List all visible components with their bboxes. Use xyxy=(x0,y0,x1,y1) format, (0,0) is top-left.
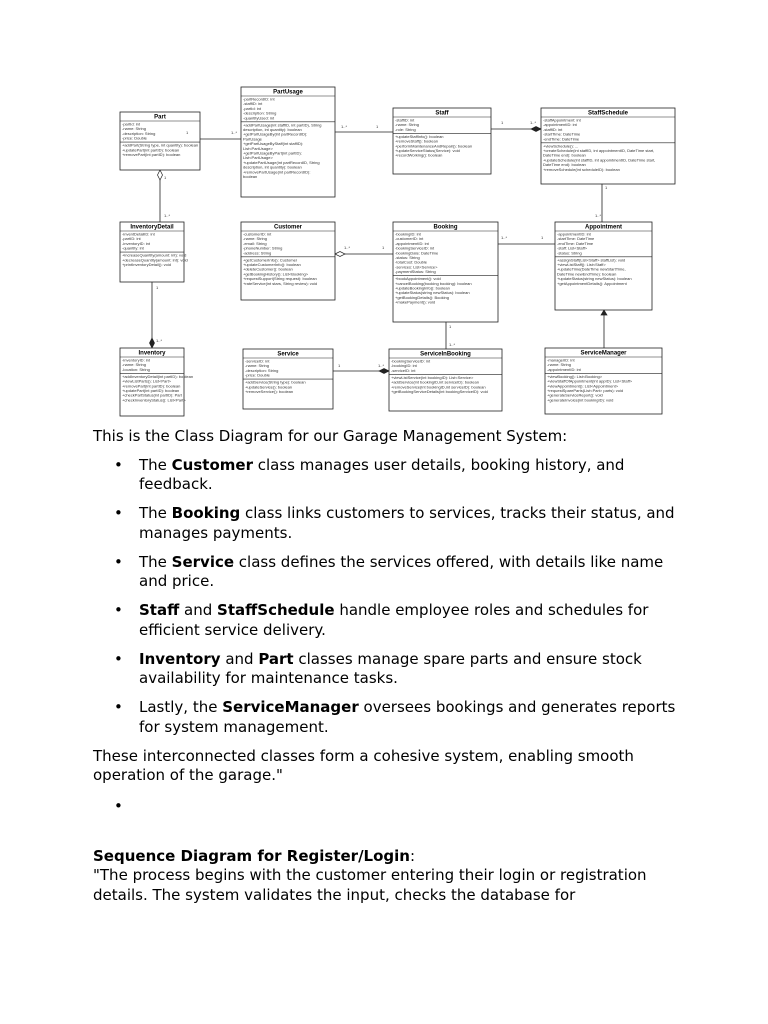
closing-paragraph: These interconnected classes form a cohesive system, enabling smooth operation of the garage." xyxy=(93,746,634,784)
uml-class-name: Staff xyxy=(435,110,449,117)
uml-operation: List<PartUsage> xyxy=(243,155,273,161)
uml-operation: +viewAppointment(): List<Appointment> xyxy=(547,383,619,389)
uml-class-appointment xyxy=(555,222,652,310)
intro-paragraph: This is the Class Diagram for our Garage Management System: xyxy=(93,427,568,445)
uml-attribute: -bookingID: int xyxy=(395,231,421,237)
uml-operation: +removePart(int partID): boolean xyxy=(122,383,181,389)
uml-attribute: -staffID: int xyxy=(395,117,415,123)
uml-attribute: -description: String xyxy=(122,130,156,136)
uml-attribute: -inventoryID: int xyxy=(122,240,151,246)
uml-attribute: -appointmentID: int xyxy=(543,122,577,128)
uml-multiplicity: 1..* xyxy=(530,120,537,125)
list-item-staff: • Staff and StaffSchedule handle employee roles and schedules for efficient service delivery. xyxy=(139,601,693,640)
uml-attribute: -serviceID: int xyxy=(391,367,416,373)
uml-attribute: -bookingServiceID: int xyxy=(391,358,431,364)
uml-operation: +addService(int bookingID,int serviceID): boolean xyxy=(391,379,479,385)
uml-attribute: -startTime: DateTime xyxy=(557,236,595,242)
uml-attribute: -appointmentID: int xyxy=(395,240,429,246)
uml-operation: +printInventoryDetail(): void xyxy=(122,262,172,267)
uml-operation: +generateServiceReport(): void xyxy=(547,392,603,398)
uml-operation: +viewBooking(): List<Booking> xyxy=(547,373,603,379)
uml-class-name: Booking xyxy=(433,224,458,231)
uml-operation: +updatePartUsage(int partRecordID, String xyxy=(243,159,320,165)
uml-operation: +getBookingServiceDetails(int bookingServiceID): void xyxy=(391,389,488,394)
uml-class-name: InventoryDetail xyxy=(130,224,174,231)
uml-attribute: -role: String xyxy=(395,126,416,132)
uml-operation: +addPartUsage(int staffID, int partID), String xyxy=(243,122,322,128)
uml-operation: +removeService(int bookingID,int serviceID): boolean xyxy=(391,384,486,390)
uml-attribute: -serviceID: int xyxy=(245,358,270,364)
list-item-customer: • The Customer class manages user details, booking history, and feedback. xyxy=(139,456,693,495)
uml-attribute: -quantity: int xyxy=(122,245,144,251)
list-item-service: • The Service class defines the services offered, with details like name and price. xyxy=(139,553,693,592)
uml-attribute: -staffID: int xyxy=(243,101,263,107)
uml-operation: +viewListService(int bookingID): List<Service> xyxy=(391,374,474,380)
sequence-heading: Sequence Diagram for Register/Login: xyxy=(93,846,416,865)
uml-operation: +updatePart(int partID): boolean xyxy=(122,147,180,153)
uml-operation: +assignStaff(List<Staff> staffList): void xyxy=(557,257,626,263)
uml-class-staff xyxy=(393,108,491,174)
uml-class-name: Part xyxy=(154,114,166,121)
uml-multiplicity: 1 xyxy=(338,363,341,368)
uml-class-staffschedule xyxy=(541,108,675,184)
uml-attribute: -endTime: DateTime xyxy=(543,136,580,142)
list-item-inventory: • Inventory and Part classes manage spare parts and ensure stock availability for maintenance tasks. xyxy=(139,650,693,689)
uml-operation: +addInventoryDetail(int partID): boolean xyxy=(122,373,194,379)
uml-multiplicity: 1 xyxy=(541,235,544,240)
uml-attribute: -bookingDate: DateTime xyxy=(395,250,439,256)
uml-operation: +getPartUsageByPart(int partID): xyxy=(243,150,302,156)
uml-operation: +updateStatus(string newStatus): boolean xyxy=(395,290,470,296)
uml-attribute: -staffID: int xyxy=(543,126,563,132)
uml-class-name: Appointment xyxy=(585,224,622,231)
uml-multiplicity: 1..* xyxy=(164,213,171,218)
uml-multiplicity: 1 xyxy=(186,130,189,135)
uml-operation: +removePartUsage(int partRecordID): xyxy=(243,169,311,175)
uml-multiplicity: 1..* xyxy=(156,338,163,343)
uml-operation: +decreaseQuantity(amount: int): void xyxy=(122,257,188,263)
uml-attribute: -name: String xyxy=(245,363,270,369)
uml-operation: +updateBookingInfo(): boolean xyxy=(395,285,450,291)
uml-operation: +getBookingHistory(): List<Booking> xyxy=(243,271,309,277)
uml-attribute: -address: String xyxy=(243,250,272,256)
uml-operation: +updateStaffInfo(): boolean xyxy=(395,133,444,139)
uml-attribute: -description: String xyxy=(245,367,279,373)
uml-attribute: -managerID: int xyxy=(547,357,575,363)
uml-operation: PartUsage xyxy=(243,136,262,142)
uml-class-part xyxy=(120,112,200,170)
uml-multiplicity: 1..* xyxy=(341,124,348,129)
class-diagram-svg xyxy=(86,84,676,418)
uml-operation: +requestSupport(String request): boolean xyxy=(243,276,317,282)
uml-class-serviceinbooking xyxy=(389,349,502,411)
uml-operation: List<PartUsage> xyxy=(243,145,273,151)
uml-operation: +generateInvoice(int bookingID): void xyxy=(547,397,614,403)
uml-operation: +viewListParts(): List<Part> xyxy=(122,378,172,384)
uml-attribute: -customerID: int xyxy=(395,236,424,242)
uml-class-name: Customer xyxy=(273,224,303,231)
uml-operation: +getCustomerInfo(): Customer xyxy=(243,257,298,263)
uml-operation: +recordWorking(): boolean xyxy=(395,152,443,158)
uml-operation: +viewListStaff(): List<Staff> xyxy=(557,262,606,267)
uml-attribute: -name: String xyxy=(122,126,147,132)
uml-operation: +updatePart(int partID): boolean xyxy=(122,388,180,393)
uml-attribute: -totalCost: Double xyxy=(395,259,428,265)
list-item-booking: • The Booking class links customers to services, tracks their status, and manages payments. xyxy=(139,504,693,543)
uml-class-servicemanager xyxy=(545,348,662,414)
uml-attribute: -partId: int xyxy=(243,105,262,111)
uml-operation: +increaseQuantity(amount: int): void xyxy=(122,252,187,258)
uml-attribute: -staff: List<Staff> xyxy=(557,245,588,251)
uml-attribute: -location: String xyxy=(122,366,150,372)
uml-operation: +performMaintenanceAndRepair(): boolean xyxy=(395,143,473,149)
uml-operation: +removePart(int partID): boolean xyxy=(122,152,181,157)
uml-class-name: Service xyxy=(277,351,299,358)
uml-operation: +updateCustomerInfo(): boolean xyxy=(243,262,301,267)
uml-operation: description, int quantity): boolean xyxy=(243,127,302,132)
uml-operation: +updateSchedule(int staffID, int appointmentID, DateTime start, xyxy=(543,157,656,163)
empty-list-item xyxy=(139,797,693,816)
uml-attribute: -name: String xyxy=(122,362,147,368)
uml-attribute: -partRecordID: int xyxy=(243,96,275,102)
uml-multiplicity: 1 xyxy=(156,285,159,290)
uml-attribute: -partId: int xyxy=(122,121,141,127)
uml-attribute: -description: String xyxy=(243,110,277,116)
uml-multiplicity: 1 xyxy=(449,324,452,329)
uml-multiplicity: 1..* xyxy=(595,213,602,218)
uml-class-name: ServiceInBooking xyxy=(420,351,471,358)
uml-multiplicity: 1..* xyxy=(378,363,385,368)
uml-multiplicity: 1 xyxy=(605,185,608,190)
uml-operation: +getBookingDetails(): Booking xyxy=(395,294,449,300)
uml-operation: +checkPartStatus(int partID): Part xyxy=(122,392,182,398)
uml-attribute: -customerID: int xyxy=(243,231,272,237)
uml-attribute: -status: String xyxy=(395,255,420,260)
uml-attribute: -partID: int xyxy=(122,236,141,242)
uml-operation: +requestSpareParts(List<Part> parts): void xyxy=(547,388,624,393)
uml-class-name: Inventory xyxy=(138,350,166,357)
uml-class-partusage xyxy=(241,87,335,197)
uml-multiplicity: 1..* xyxy=(231,130,238,135)
uml-attribute: -inventoryID: int xyxy=(122,357,151,363)
uml-attribute: -price: Double xyxy=(245,372,270,378)
sequence-paragraph: "The process begins with the customer entering their login or registration details. The system validates the input, checks the database for xyxy=(93,866,647,904)
uml-operation: +cancelBooking(booking booking): boolean xyxy=(395,280,472,286)
uml-operation: +getPartUsageBy(int partRecordID): xyxy=(243,131,308,137)
uml-operation: +updateTime(DateTime newStartTime, xyxy=(557,266,626,272)
uml-operation: +addPart(String type, int quantity): boolean xyxy=(122,142,199,148)
uml-multiplicity: 1 xyxy=(376,124,379,129)
uml-attribute: -name: String xyxy=(243,236,268,242)
uml-class-customer xyxy=(241,222,335,300)
uml-operation: +addService(String type): boolean xyxy=(245,379,306,385)
uml-class-name: ServiceManager xyxy=(580,350,627,357)
uml-operation: +removeStaff(): boolean xyxy=(395,138,438,144)
uml-operation: +getAppointmentDetails(): Appointment xyxy=(557,280,627,286)
uml-operation: boolean xyxy=(243,174,258,179)
uml-attribute: -services: List<Service> xyxy=(395,264,438,270)
class-description-list xyxy=(93,456,693,738)
uml-multiplicity: 1..* xyxy=(449,342,456,347)
uml-operation: +rateService(int stars, String review): void xyxy=(243,280,318,286)
uml-class-service xyxy=(243,349,333,409)
uml-multiplicity: 1 xyxy=(164,175,167,180)
uml-operation: +updateStatus(string newStatus): boolean xyxy=(557,276,632,282)
uml-class-booking xyxy=(393,222,498,322)
uml-operation: +updateServiceStatus(Service): void xyxy=(395,148,460,153)
uml-attribute: -appointmentID: int xyxy=(557,231,591,237)
uml-operation: +viewSchedule(): ... xyxy=(543,143,579,149)
uml-operation: +createSchedule(int staffID, int appointmentID, DateTime start, xyxy=(543,148,655,153)
uml-operation: +updateService(): boolean xyxy=(245,384,293,390)
uml-operation: +makePayment(): void xyxy=(395,299,436,305)
uml-attribute: -paymentStatus: String xyxy=(395,269,436,275)
uml-attribute: -staffAppointment: int xyxy=(543,117,581,123)
class-diagram xyxy=(86,84,676,418)
uml-operation: +bookAppointment(): void xyxy=(395,276,441,282)
uml-operation: +deleteCustomer(): boolean xyxy=(243,266,293,272)
uml-class-name: StaffSchedule xyxy=(587,110,629,117)
document-body xyxy=(93,427,693,905)
uml-attribute: -name: String xyxy=(395,122,420,128)
uml-multiplicity: 1 xyxy=(382,245,385,250)
uml-class-name: PartUsage xyxy=(273,89,303,96)
uml-operation: DateTime end): boolean xyxy=(543,152,586,158)
uml-attribute: -price: Double xyxy=(122,135,147,141)
uml-class-inventorydetail xyxy=(120,222,188,282)
uml-attribute: -startTime: DateTime xyxy=(543,131,581,137)
uml-multiplicity: 1..* xyxy=(344,245,351,250)
uml-operation: +viewStaffOfAppointment(int appID): List<Staff> xyxy=(547,378,633,384)
list-item-service-manager: • Lastly, the ServiceManager oversees bookings and generates reports for system management. xyxy=(139,698,693,737)
uml-multiplicity: 1 xyxy=(501,120,504,125)
uml-multiplicity: 1..* xyxy=(501,235,508,240)
uml-operation: +removeService(): boolean xyxy=(245,389,294,394)
uml-operation: DateTime end): boolean xyxy=(543,162,586,168)
uml-class-inventory xyxy=(120,348,193,416)
uml-attribute: -quantityUsed: int xyxy=(243,115,275,121)
uml-attribute: -status: String xyxy=(557,250,582,256)
uml-operation: +removeSchedule(int scheduleID): boolean xyxy=(543,166,620,172)
uml-operation: +checkInventoryStatus(): List<Part> xyxy=(122,397,186,403)
uml-attribute: -name: String xyxy=(547,362,572,368)
uml-operation: +getPartUsageByStaff(int staffID): xyxy=(243,141,304,147)
uml-attribute: -inventDetailID: int xyxy=(122,231,155,237)
uml-operation: DateTime newEndTime): boolean xyxy=(557,271,617,277)
uml-attribute: -appointmentID: int xyxy=(547,366,581,372)
uml-attribute: -bookingID: int xyxy=(391,363,417,369)
uml-attribute: -phoneNumber: String xyxy=(243,245,283,251)
uml-attribute: -email: String xyxy=(243,240,267,246)
uml-attribute: -bookingServiceID: int xyxy=(395,245,435,251)
uml-attribute: -endTime: DateTime xyxy=(557,240,594,246)
uml-operation: description, int quantity): boolean xyxy=(243,164,302,170)
